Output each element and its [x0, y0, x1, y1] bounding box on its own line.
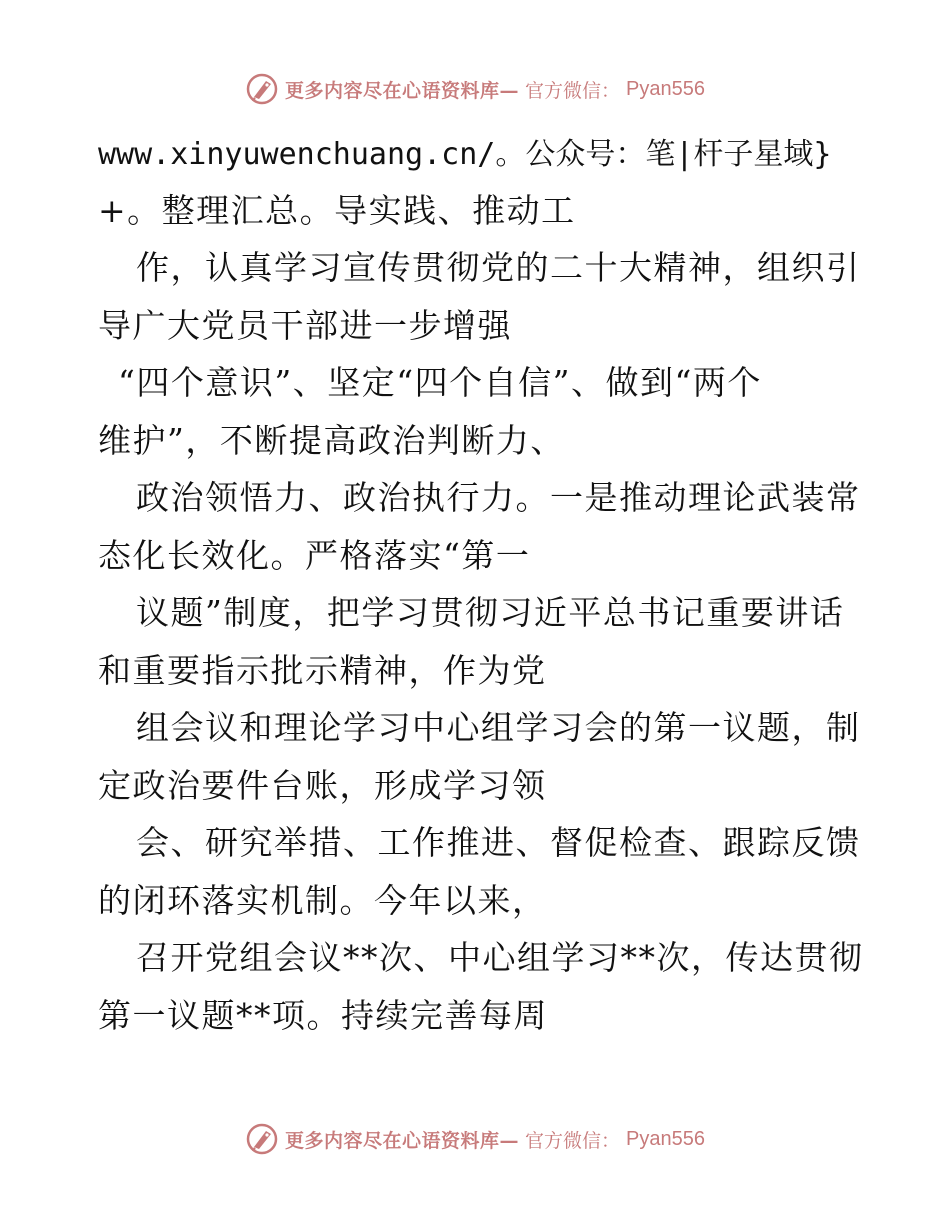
header-banner-text: 更多内容尽在心语资料库—: [285, 79, 520, 102]
pen-nib-logo-icon: [245, 1122, 279, 1156]
pen-nib-logo-icon: [245, 72, 279, 106]
body-line: 政治领悟力、政治执行力。一是推动理论武装常: [136, 478, 861, 517]
body-line: 定政治要件台账，形成学习领: [98, 765, 547, 805]
body-line: 会、研究举措、工作推进、督促检查、跟踪反馈: [136, 823, 861, 862]
footer-banner-text: 更多内容尽在心语资料库—: [285, 1129, 520, 1152]
footer-wechat-id: Pyan556: [626, 1127, 705, 1150]
body-line: 召开党组会议**次、中心组学习**次，传达贯彻: [136, 938, 864, 977]
body-line: www.xinyuwenchuang.cn/。公众号：笔|杆子星域}: [98, 137, 832, 172]
header-wechat-label: 官方微信：: [525, 79, 621, 102]
body-line: 组会议和理论学习中心组学习会的第一议题，制: [136, 708, 861, 747]
body-line: “四个意识”、坚定“四个自信”、做到“两个: [118, 363, 762, 402]
document-body: [98, 124, 864, 1044]
body-line: +。整理汇总。导实践、推动工: [98, 190, 576, 230]
body-line: 态化长效化。严格落实“第一: [98, 535, 531, 575]
footer-watermark-banner: [0, 1122, 950, 1156]
header-watermark-banner: [0, 72, 950, 106]
body-line: 作，认真学习宣传贯彻党的二十大精神，组织引: [136, 248, 861, 287]
body-line: 和重要指示批示精神，作为党: [98, 650, 547, 690]
body-line: 第一议题**项。持续完善每周: [98, 995, 548, 1035]
body-line: 维护”，不断提高政治判断力、: [98, 420, 565, 460]
body-line: 议题”制度，把学习贯彻习近平总书记重要讲话: [136, 593, 845, 632]
body-line: 导广大党员干部进一步增强: [98, 305, 512, 345]
header-wechat-id: Pyan556: [626, 77, 705, 100]
footer-wechat-label: 官方微信：: [525, 1129, 621, 1152]
body-line: 的闭环落实机制。今年以来，: [98, 880, 547, 920]
